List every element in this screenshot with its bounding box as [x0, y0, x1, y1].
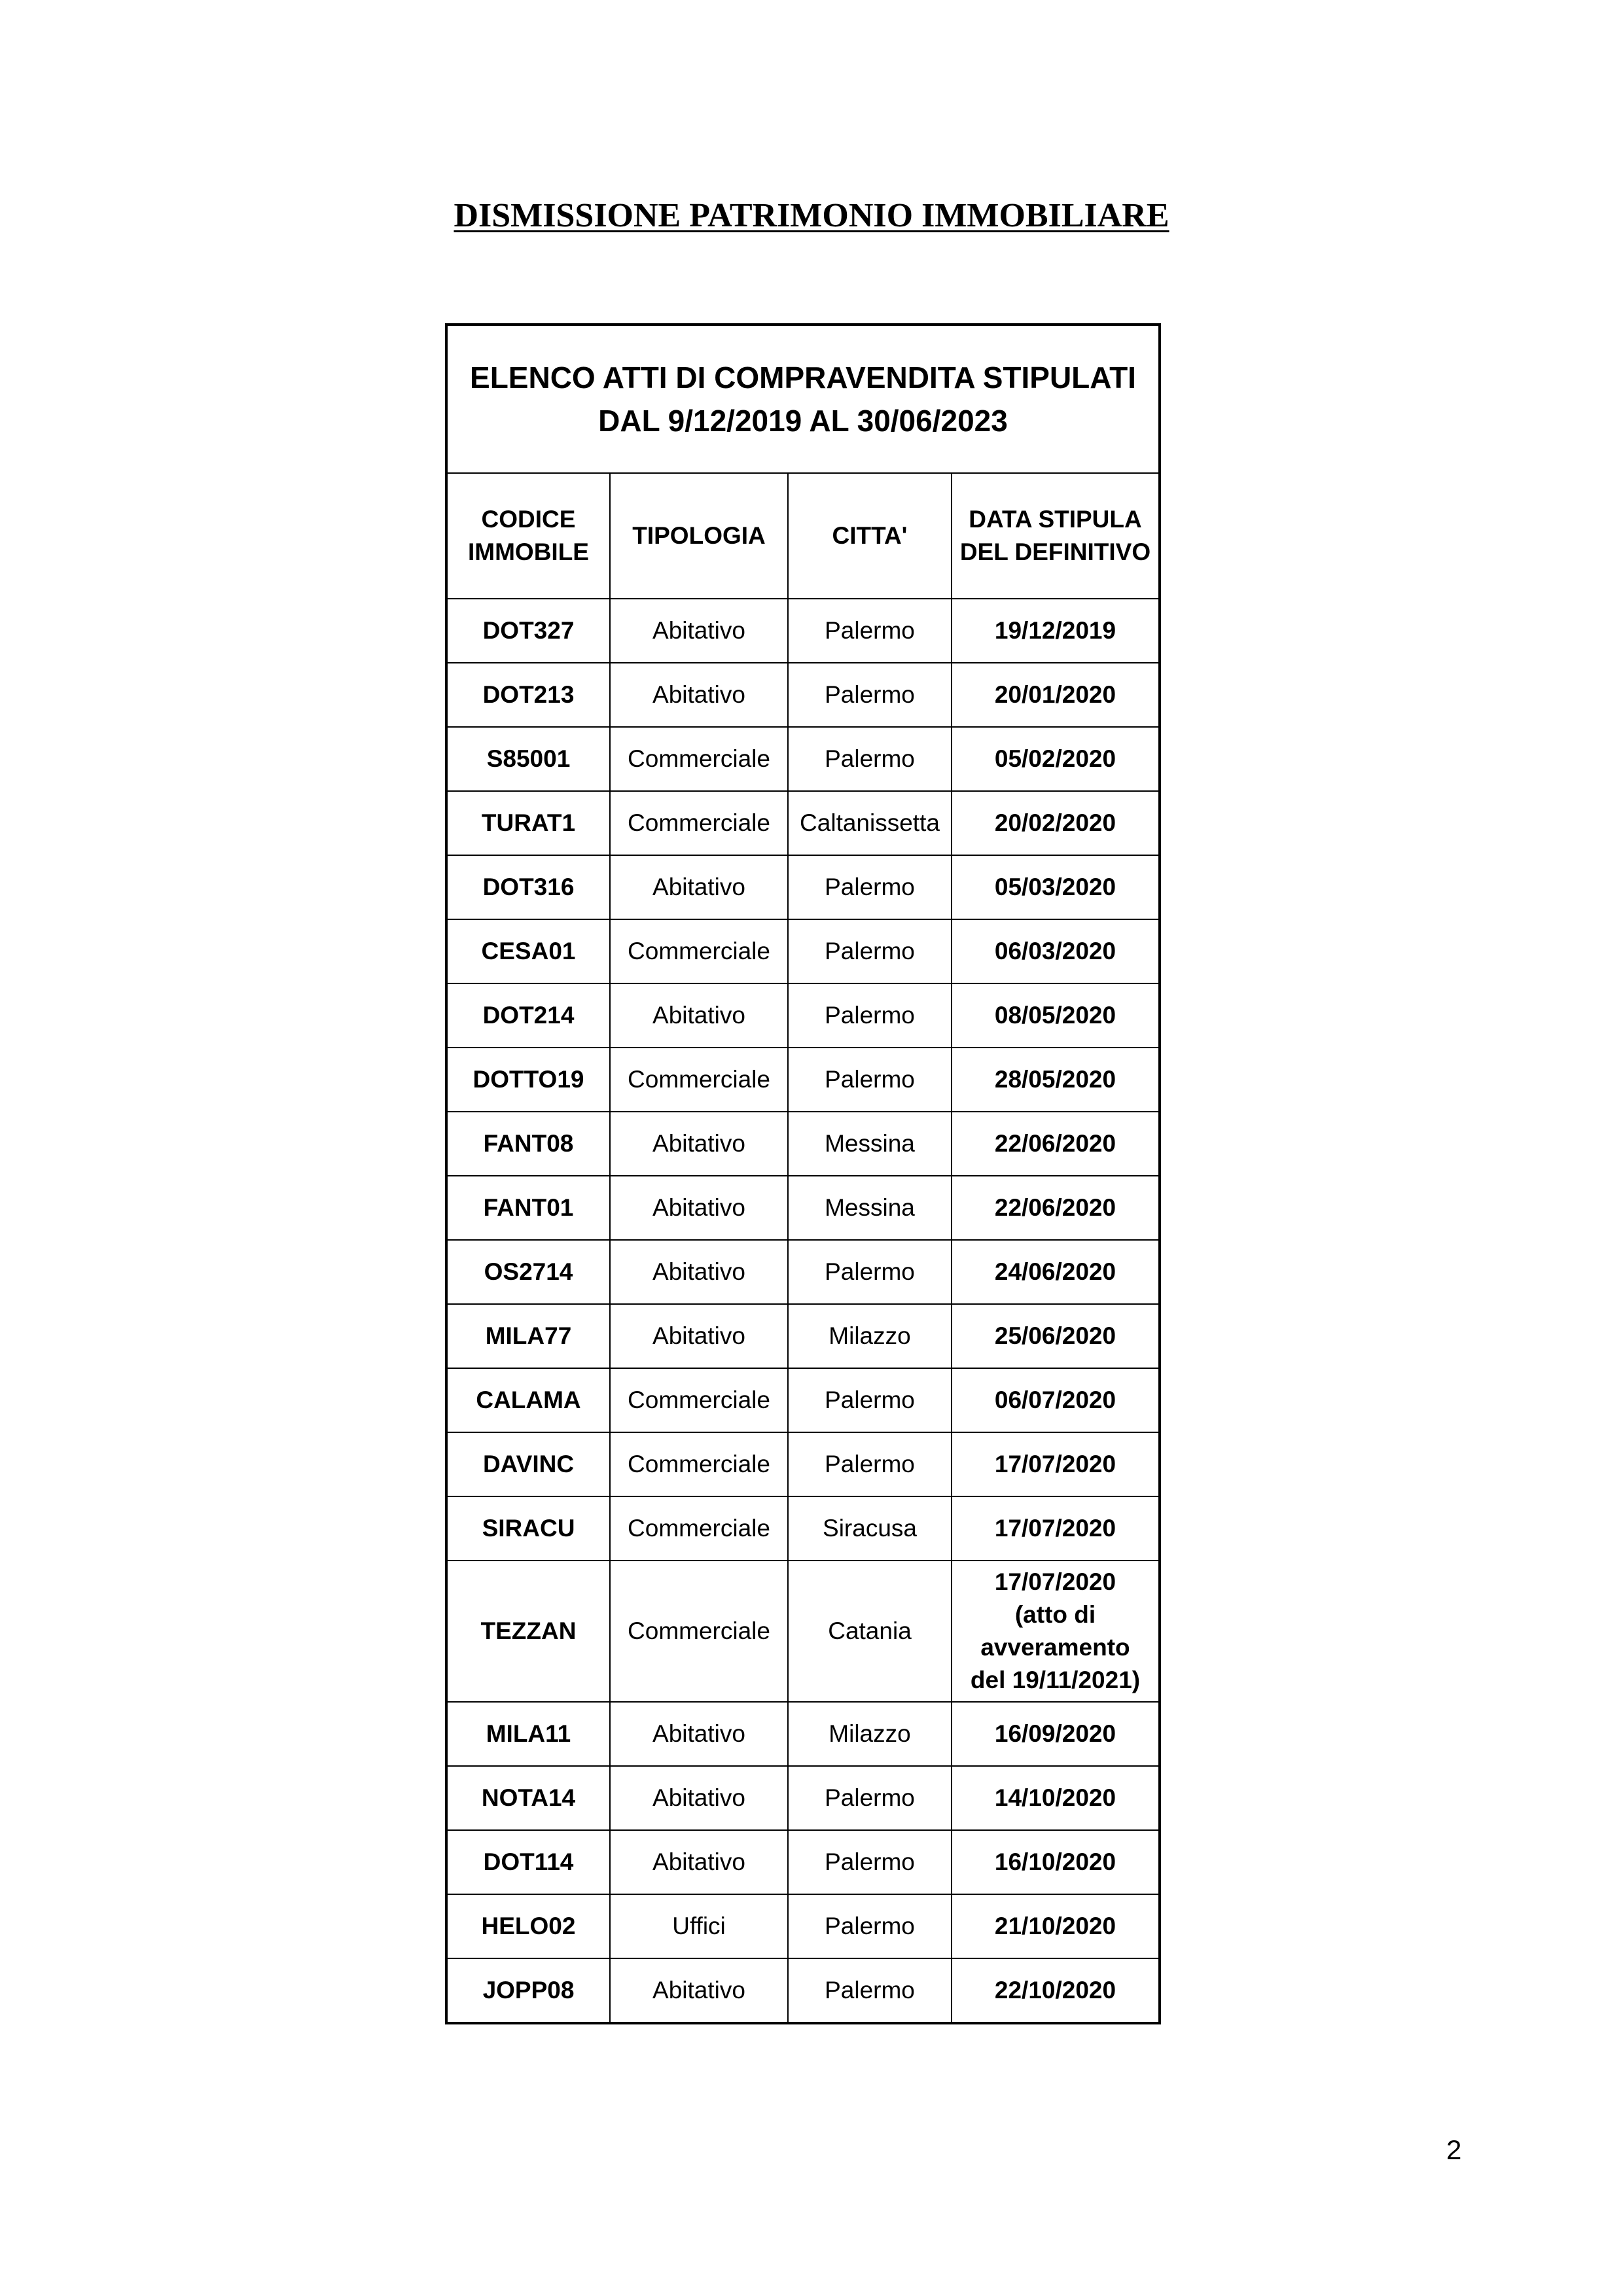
- table-row: [446, 1958, 1160, 2023]
- cell-tipologia: Commerciale: [610, 1496, 788, 1561]
- cell-tipologia: Commerciale: [610, 919, 788, 983]
- table-row: [446, 983, 1160, 1048]
- table-row: [446, 1304, 1160, 1368]
- cell-codice-immobile: SIRACU: [446, 1496, 610, 1561]
- cell-citta: Caltanissetta: [788, 791, 952, 855]
- cell-codice-immobile: DOT214: [446, 983, 610, 1048]
- cell-tipologia: Abitativo: [610, 855, 788, 919]
- cell-citta: Palermo: [788, 1894, 952, 1958]
- cell-tipologia: Abitativo: [610, 1112, 788, 1176]
- cell-citta: Palermo: [788, 1432, 952, 1496]
- cell-data-stipula-line: (atto di: [1014, 1601, 1096, 1628]
- page-title-text: DISMISSIONE PATRIMONIO IMMOBILIARE: [454, 197, 1169, 234]
- header-codice-line-2: IMMOBILE: [468, 539, 589, 565]
- cell-codice-immobile: FANT01: [446, 1176, 610, 1240]
- cell-tipologia: Abitativo: [610, 1830, 788, 1894]
- table-row: [446, 1894, 1160, 1958]
- table-caption: [446, 325, 1160, 473]
- table-row: [446, 1432, 1160, 1496]
- cell-data-stipula: 28/05/2020: [952, 1048, 1160, 1112]
- cell-citta: Milazzo: [788, 1702, 952, 1766]
- cell-citta: Messina: [788, 1176, 952, 1240]
- cell-codice-immobile: DAVINC: [446, 1432, 610, 1496]
- cell-data-stipula: 05/03/2020: [952, 855, 1160, 919]
- cell-codice-immobile: FANT08: [446, 1112, 610, 1176]
- cell-tipologia: Commerciale: [610, 1561, 788, 1702]
- table-header-row: [446, 473, 1160, 599]
- cell-data-stipula: 14/10/2020: [952, 1766, 1160, 1830]
- table-row: [446, 1766, 1160, 1830]
- header-tipologia: TIPOLOGIA: [610, 473, 788, 599]
- page-number: 2: [1446, 2134, 1462, 2165]
- table-caption-row: [446, 325, 1160, 473]
- cell-citta: Palermo: [788, 983, 952, 1048]
- cell-data-stipula: 25/06/2020: [952, 1304, 1160, 1368]
- cell-data-stipula: 21/10/2020: [952, 1894, 1160, 1958]
- cell-tipologia: Abitativo: [610, 1240, 788, 1304]
- table-row: [446, 1496, 1160, 1561]
- table-row: [446, 1176, 1160, 1240]
- cell-codice-immobile: MILA77: [446, 1304, 610, 1368]
- cell-citta: Palermo: [788, 1958, 952, 2023]
- cell-citta: Catania: [788, 1561, 952, 1702]
- table-row: [446, 1702, 1160, 1766]
- table-row: [446, 1368, 1160, 1432]
- cell-data-stipula: 22/06/2020: [952, 1112, 1160, 1176]
- cell-codice-immobile: HELO02: [446, 1894, 610, 1958]
- cell-codice-immobile: JOPP08: [446, 1958, 610, 2023]
- table-row: [446, 791, 1160, 855]
- cell-codice-immobile: DOT327: [446, 599, 610, 663]
- cell-tipologia: Abitativo: [610, 1176, 788, 1240]
- cell-data-stipula: 20/01/2020: [952, 663, 1160, 727]
- cell-codice-immobile: TURAT1: [446, 791, 610, 855]
- cell-citta: Palermo: [788, 727, 952, 791]
- cell-codice-immobile: DOT316: [446, 855, 610, 919]
- header-data-line-1: DATA STIPULA: [969, 506, 1142, 533]
- table-caption-line-2: DAL 9/12/2019 AL 30/06/2023: [598, 404, 1008, 438]
- table-row: [446, 663, 1160, 727]
- cell-citta: Palermo: [788, 663, 952, 727]
- cell-data-stipula: 20/02/2020: [952, 791, 1160, 855]
- cell-tipologia: Commerciale: [610, 727, 788, 791]
- cell-tipologia: Abitativo: [610, 1766, 788, 1830]
- table-row: [446, 727, 1160, 791]
- cell-data-stipula: 16/10/2020: [952, 1830, 1160, 1894]
- cell-citta: Palermo: [788, 1240, 952, 1304]
- cell-data-stipula: 17/07/2020: [952, 1496, 1160, 1561]
- cell-citta: Palermo: [788, 599, 952, 663]
- cell-tipologia: Commerciale: [610, 1432, 788, 1496]
- cell-tipologia: Commerciale: [610, 1368, 788, 1432]
- cell-codice-immobile: TEZZAN: [446, 1561, 610, 1702]
- header-citta: CITTA': [788, 473, 952, 599]
- cell-data-stipula: 24/06/2020: [952, 1240, 1160, 1304]
- table-row: [446, 1240, 1160, 1304]
- cell-tipologia: Abitativo: [610, 663, 788, 727]
- cell-tipologia: Commerciale: [610, 791, 788, 855]
- cell-tipologia: Uffici: [610, 1894, 788, 1958]
- cell-data-stipula: 19/12/2019: [952, 599, 1160, 663]
- cell-data-stipula: 22/10/2020: [952, 1958, 1160, 2023]
- table-body: [446, 599, 1160, 2023]
- cell-tipologia: Commerciale: [610, 1048, 788, 1112]
- page-title: [0, 195, 1623, 237]
- cell-data-stipula: 16/09/2020: [952, 1702, 1160, 1766]
- cell-data-stipula: 06/03/2020: [952, 919, 1160, 983]
- cell-data-stipula: 06/07/2020: [952, 1368, 1160, 1432]
- header-data-stipula: [952, 473, 1160, 599]
- cell-tipologia: Abitativo: [610, 599, 788, 663]
- cell-citta: Palermo: [788, 1766, 952, 1830]
- cell-data-stipula: 08/05/2020: [952, 983, 1160, 1048]
- cell-data-stipula: 17/07/2020: [952, 1432, 1160, 1496]
- table-row: [446, 855, 1160, 919]
- cell-data-stipula: 22/06/2020: [952, 1176, 1160, 1240]
- cell-codice-immobile: CESA01: [446, 919, 610, 983]
- cell-citta: Milazzo: [788, 1304, 952, 1368]
- cell-citta: Palermo: [788, 1368, 952, 1432]
- header-codice-line-1: CODICE: [481, 506, 576, 533]
- cell-tipologia: Abitativo: [610, 1958, 788, 2023]
- cell-codice-immobile: CALAMA: [446, 1368, 610, 1432]
- table-row: [446, 1048, 1160, 1112]
- cell-data-stipula-line: avveramento: [980, 1634, 1130, 1661]
- cell-data-stipula-line: 17/07/2020: [994, 1568, 1116, 1595]
- cell-citta: Palermo: [788, 1048, 952, 1112]
- cell-codice-immobile: OS2714: [446, 1240, 610, 1304]
- cell-citta: Messina: [788, 1112, 952, 1176]
- cell-citta: Palermo: [788, 855, 952, 919]
- table-row: [446, 1830, 1160, 1894]
- cell-tipologia: Abitativo: [610, 1702, 788, 1766]
- cell-data-stipula: 05/02/2020: [952, 727, 1160, 791]
- table-row: [446, 919, 1160, 983]
- cell-codice-immobile: MILA11: [446, 1702, 610, 1766]
- header-codice-immobile: [446, 473, 610, 599]
- cell-citta: Palermo: [788, 919, 952, 983]
- table-row: [446, 1561, 1160, 1702]
- cell-codice-immobile: DOT114: [446, 1830, 610, 1894]
- cell-data-stipula-line: del 19/11/2021): [970, 1667, 1141, 1693]
- cell-data-stipula: [952, 1561, 1160, 1702]
- table-caption-line-1: ELENCO ATTI DI COMPRAVENDITA STIPULATI: [470, 361, 1136, 395]
- table-row: [446, 1112, 1160, 1176]
- cell-codice-immobile: NOTA14: [446, 1766, 610, 1830]
- cell-citta: Siracusa: [788, 1496, 952, 1561]
- table-row: [446, 599, 1160, 663]
- cell-tipologia: Abitativo: [610, 1304, 788, 1368]
- cell-citta: Palermo: [788, 1830, 952, 1894]
- header-data-line-2: DEL DEFINITIVO: [959, 539, 1151, 565]
- cell-codice-immobile: S85001: [446, 727, 610, 791]
- cell-tipologia: Abitativo: [610, 983, 788, 1048]
- cell-codice-immobile: DOTTO19: [446, 1048, 610, 1112]
- atti-compravendita-table: [445, 323, 1161, 2024]
- cell-codice-immobile: DOT213: [446, 663, 610, 727]
